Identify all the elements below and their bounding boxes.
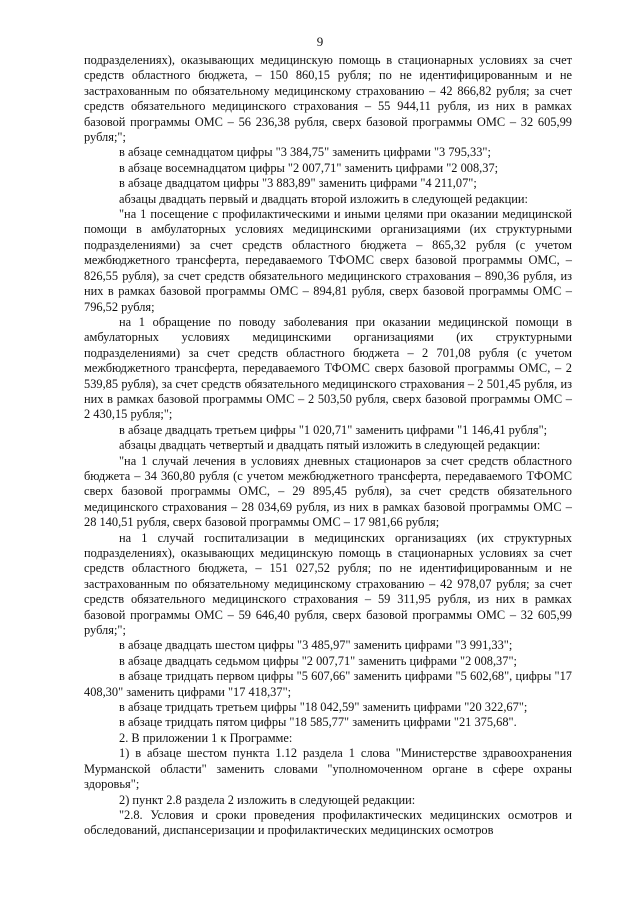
paragraph: 2. В приложении 1 к Программе: <box>119 730 293 745</box>
paragraph: на 1 обращение по поводу заболевания при оказании медицинской помощи в амбулаторных условиях медицинскими организациями (их структурными подразделениями) за счет средств областного бюджета – 2 701,08 рубля (с учетом межбюджетного трансферта, передаваемого ТФОМС сверх базовой программы ОМС, – 2 539,85 рубля), за счет средств обязательного медицинского страхования – 2 501,45 рубля, из них в рамках базовой программы ОМС – 2 503,50 рубля, сверх базовой программы ОМС – 2 430,15 рубля;"; <box>84 314 572 422</box>
paragraph: в абзаце тридцать пятом цифры "18 585,77" заменить цифрами "21 375,68". <box>119 715 517 730</box>
paragraph: "2.8. Условия и сроки проведения профилактических медицинских осмотров и обследований, диспансеризации и профилактических медицинских осмотров <box>84 807 572 838</box>
paragraph: в абзаце двадцать седьмом цифры "2 007,71" заменить цифрами "2 008,37"; <box>119 653 517 668</box>
paragraph: абзацы двадцать первый и двадцать второй изложить в следующей редакции: <box>119 191 528 206</box>
paragraph: на 1 случай госпитализации в медицинских организациях (их структурных подразделениях), оказывающих медицинскую помощь в стационарных условиях за счет средств областного бюджета, – 151 027,52 рубля; по не идентифицированным и не застрахованным по обязательному медицинскому страхованию – 42 978,07 рубля; за счет средств обязательного медицинского страхования – 59 311,95 рубля, из них в рамках базовой программы ОМС – 59 646,40 рубля, сверх базовой программы ОМС – 32 605,99 рубля;"; <box>84 530 572 638</box>
paragraph: в абзаце восемнадцатом цифры "2 007,71" заменить цифрами "2 008,37; <box>119 160 499 175</box>
paragraph: "на 1 посещение с профилактическими и иными целями при оказании медицинской помощи в амбулаторных условиях медицинскими организациями (их структурными подразделениями) за счет средств областного бюджета – 865,32 рубля (с учетом межбюджетного трансферта, передаваемого ТФОМС сверх базовой программы ОМС, – 826,55 рубля), за счет средств обязательного медицинского страхования – 890,36 рубля, из них в рамках базовой программы ОМС – 894,81 рубля, сверх базовой программы ОМС – 796,52 рубля; <box>84 207 572 314</box>
paragraph: в абзаце двадцать третьем цифры "1 020,71" заменить цифрами "1 146,41 рубля"; <box>119 422 548 437</box>
page-number: 9 <box>316 34 324 49</box>
paragraph: в абзаце тридцать первом цифры "5 607,66" заменить цифрами "5 602,68", цифры "17 408,30" заменить цифрами "17 418,37"; <box>84 669 572 699</box>
paragraph: 1) в абзаце шестом пункта 1.12 раздела 1 слова "Министерстве здравоохранения Мурманской области" заменить словами "уполномоченном органе в сфере охраны здоровья"; <box>84 746 572 792</box>
paragraph: "на 1 случай лечения в условиях дневных стационаров за счет средств областного бюджета – 34 360,80 рубля (с учетом межбюджетного трансферта, передаваемого ТФОМС сверх базовой программы ОМС, – 29 895,45 рубля), за счет средств обязательного медицинского страхования – 28 034,69 рубля, из них в рамках базовой программы ОМС – 28 140,51 рубля, сверх базовой программы ОМС – 17 981,66 рубля; <box>84 453 572 530</box>
paragraph: в абзаце двадцать шестом цифры "3 485,97" заменить цифрами "3 991,33"; <box>119 638 513 653</box>
paragraph: в абзаце семнадцатом цифры "3 384,75" заменить цифрами "3 795,33"; <box>119 145 491 160</box>
paragraph: 2) пункт 2.8 раздела 2 изложить в следующей редакции: <box>119 792 416 807</box>
paragraph: абзацы двадцать четвертый и двадцать пятый изложить в следующей редакции: <box>119 438 541 453</box>
paragraph: подразделениях), оказывающих медицинскую помощь в стационарных условиях за счет средств областного бюджета, – 150 860,15 рубля; по не идентифицированным и не застрахованным по обязательному медицинскому страхованию – 42 866,82 рубля; за счет средств обязательного медицинского страхования – 55 944,11 рубля, из них в рамках базовой программы ОМС – 56 236,38 рубля, сверх базовой программы ОМС – 32 605,99 рубля;"; <box>84 53 572 145</box>
paragraph: в абзаце тридцать третьем цифры "18 042,59" заменить цифрами "20 322,67"; <box>119 700 528 715</box>
paragraph: в абзаце двадцатом цифры "3 883,89" заменить цифрами "4 211,07"; <box>119 176 477 191</box>
document-body <box>84 53 572 839</box>
